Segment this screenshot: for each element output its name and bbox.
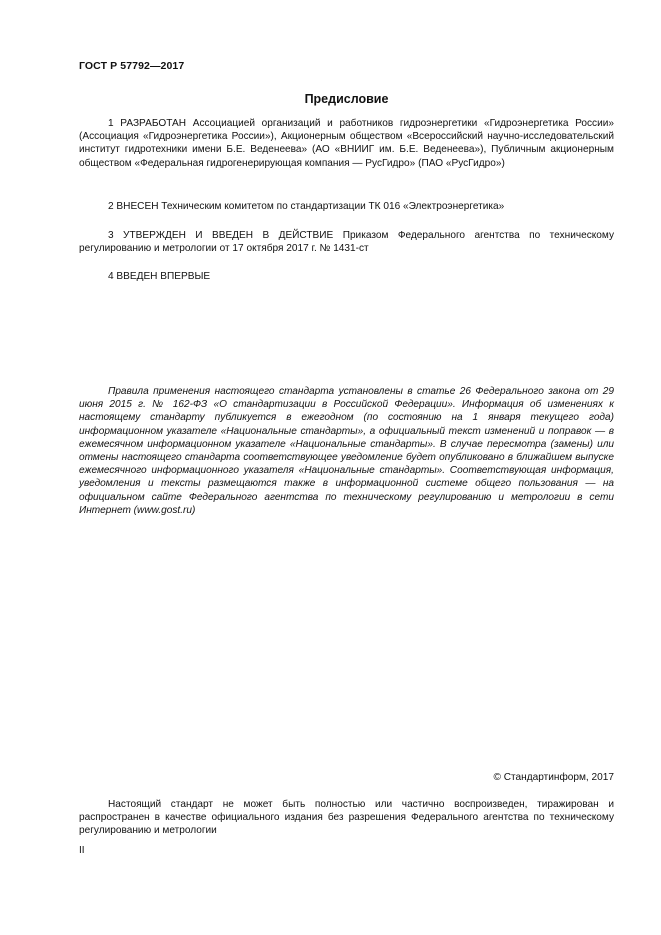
application-rules-notice: Правила применения настоящего стандарта установлены в статье 26 Федерального закона от 29 июня 2015 г. № 162-ФЗ «О стандартизации в Российской Федерации». Информация об изменениях к настоящему стандарту публикуется в ежегодном (по состоянию на 1 января текущего года) информационном указателе «Национальные стандарты», а официальный текст изменений и поправок — в ежемесячном информационном указателе «Национальные стандарты». В случае пересмотра (замены) или отмены настоящего стандарта соответствующее уведомление будет опубликовано в ближайшем выпуске ежемесячного информационного указателя «Национальные стандарты». Соответствующая информация, уведомления и тексты размещаются также в информационной системе общего пользования — на официальном сайте Федерального агентства по техническому регулированию и метрологии в сети Интернет (www.gost.ru) [79, 386, 614, 516]
reproduction-rights-notice: Настоящий стандарт не может быть полностью или частично воспроизведен, тиражирован и распространен в качестве официального издания без разрешения Федерального агентства по техническому регулированию и метрологии [79, 799, 614, 837]
page-number: II [79, 845, 85, 856]
preface-item-developed: 1 РАЗРАБОТАН Ассоциацией организаций и работников гидроэнергетики «Гидроэнергетика России» (Ассоциация «Гидроэнергетика России»), Акционерным обществом «Всероссийский научно-исследовательский институт гидротехники имени Б.Е. Веденеева» (АО «ВНИИГ им. Б.Е. Веденеева»), Публичным акционерным обществом «Федеральная гидрогенерирующая компания — РусГидро» (ПАО «РусГидро») [79, 118, 614, 169]
preface-item-approved: 3 УТВЕРЖДЕН И ВВЕДЕН В ДЕЙСТВИЕ Приказом Федерального агентства по техническому регулированию и метрологии от 17 октября 2017 г. № 1431-ст [79, 230, 614, 255]
preface-item-first-introduced: 4 ВВЕДЕН ВПЕРВЫЕ [108, 271, 211, 282]
copyright-notice: © Стандартинформ, 2017 [493, 772, 614, 783]
document-code: ГОСТ Р 57792—2017 [79, 60, 185, 72]
preface-item-introduced: 2 ВНЕСЕН Техническим комитетом по стандартизации ТК 016 «Электроэнергетика» [108, 201, 505, 212]
preface-title: Предисловие [304, 92, 389, 106]
